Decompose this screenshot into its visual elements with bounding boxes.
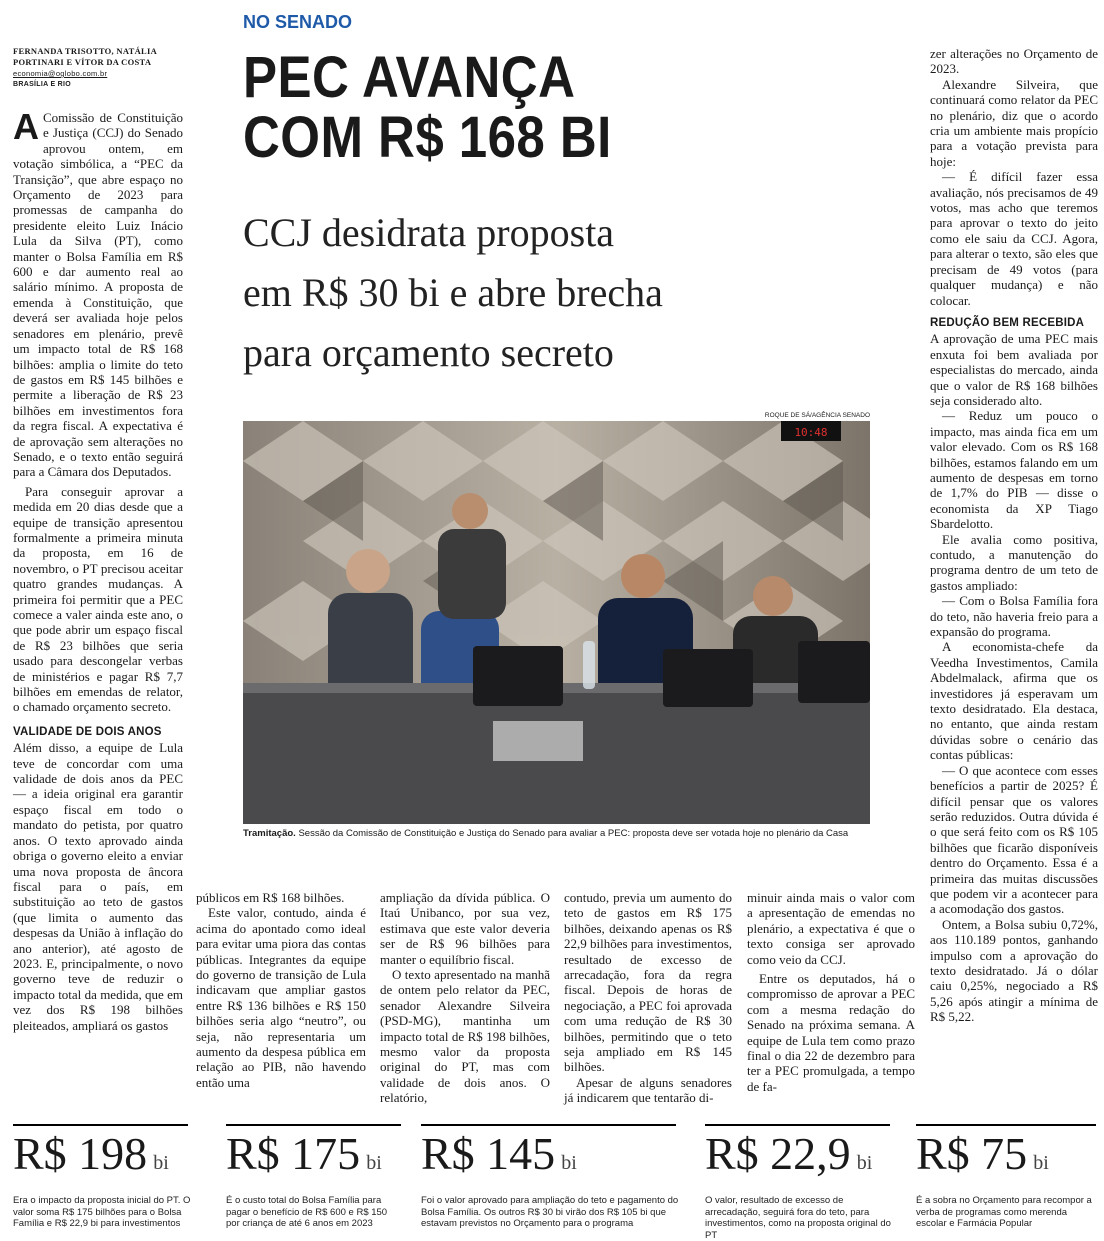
stat-box [421, 1130, 681, 1230]
article-column-4 [564, 890, 732, 1106]
stat-description: É o custo total do Bolsa Família para pagar o benefício de R$ 600 e R$ 150 por criança de até 6 anos em 2023 [226, 1195, 388, 1229]
headline [243, 45, 736, 170]
subheading: REDUÇÃO BEM RECEBIDA [930, 316, 1085, 329]
byline-email[interactable]: economia@oglobo.com.br [13, 69, 108, 78]
stat-value: R$ 75 bi [916, 1128, 1049, 1179]
paragraph: O texto apresentado na manhã de ontem pelo relator da PEC, senador Alexandre Silveira (PSD-MG), mantinha um impacto total de R$ 198 bilhões, mesmo valor da proposta original do PT, mas com validade de dois anos. O relatório, [380, 967, 550, 1106]
paragraph: A aprovação de uma PEC mais enxuta foi bem avaliada por especialistas do mercado, ainda que o valor de R$ 168 bilhões seja considerado alto. [930, 331, 1098, 408]
stat-rule [421, 1124, 676, 1126]
stat-box [226, 1130, 401, 1230]
paragraph: ampliação da dívida pública. O Itaú Unibanco, por sua vez, estimava que este valor deveria ser de R$ 96 bilhões para manter o equilíbrio fiscal. [380, 890, 550, 967]
committee-session-photo [243, 421, 870, 824]
stat-value: R$ 145 bi [421, 1128, 577, 1179]
paragraph: — É difícil fazer essa avaliação, nós precisamos de 49 votos, mas acho que teremos para aprovar o texto do jeito como ele saiu da CCJ. Agora, para alterar o texto, são eles que precisam de 49 votos (para qualquer mudança) e não colocar. [930, 169, 1098, 308]
paragraph: públicos em R$ 168 bilhões. [196, 890, 345, 905]
paragraph: A economista-chefe da Veedha Investimentos, Camila Abdelmalack, afirma que os investidores já esperavam um texto desidratado. Ela destaca, no entanto, que ainda restam dúvidas sobre o cenário das contas públicas: [930, 639, 1098, 763]
article-column-6 [930, 46, 1098, 1025]
stat-value: R$ 198 bi [13, 1128, 169, 1179]
stat-description: É a sobra no Orçamento para recompor a verba de programas como merenda escolar e Farmácia Popular [916, 1195, 1092, 1229]
article-column-5 [747, 890, 915, 1094]
paragraph: Ele avalia como positiva, contudo, a manutenção do programa dentro de um teto de gastos ampliado: [930, 531, 1098, 593]
paragraph: — O que acontece com esses benefícios a partir de 2025? É difícil pensar que os valores serão reduzidos. Outra dúvida é o que será feito com os R$ 105 bilhões que ficarão disponíveis dentro do Orçamento. Essa é a primeira das muitas discussões que podem vir a acontecer para a acomodação dos gastos. [930, 762, 1098, 917]
paragraph: Alexandre Silveira, que continuará como relator da PEC no plenário, diz que o acordo cria um ambiente mais propício para a votação prevista para hoje: [930, 76, 1098, 169]
stat-description: Foi o valor aprovado para ampliação do teto e pagamento do Bolsa Família. Os outros R$ 30 bi virão dos R$ 105 bi que estavam previstos no Orçamento para o programa [421, 1195, 679, 1229]
subheading: VALIDADE DE DOIS ANOS [13, 725, 162, 738]
paragraph: Apesar de alguns senadores já indicarem que tentarão di- [564, 1074, 732, 1106]
deck-line-3: para orçamento secreto [243, 330, 614, 375]
caption-label: Tramitação. [243, 828, 296, 839]
paragraph: Além disso, a equipe de Lula teve de concordar com uma validade de dois anos da PEC — a ideia original era garantir espaço fiscal em todo o mandato do petista, por quatro anos. O texto aprovado ainda obriga o governo eleito a enviar uma nova proposta de âncora fiscal para o país, em substituição ao teto de gastos (que limita o aumento das despesas da União à inflação do ano anterior), até agosto de 2023. E, principalmente, o novo governo teve de reduzir o impacto total da medida, que em vez dos R$ 198 bilhões pleiteados, ampliará os gastos [13, 740, 183, 1033]
drop-cap: A [13, 106, 39, 147]
byline-authors: FERNANDA TRISOTTO, NATÁLIA PORTINARI E VÍTOR DA COSTA [13, 46, 157, 67]
paragraph: Entre os deputados, há o compromisso de aprovar a PEC com a mesma redação do Senado na próxima semana. A equipe de Lula tem como prazo final o dia 22 de dezembro para ter a PEC promulgada, a tempo de fa- [747, 971, 915, 1094]
paragraph: Ontem, a Bolsa subiu 0,72%, aos 110.189 pontos, ganhando impulso com a aprovação do texto desidratado. Já o dólar caiu 0,25%, negociado a R$ 5,26 após atingir a mínima de R$ 5,22. [930, 916, 1098, 1025]
paragraph: contudo, previa um aumento do teto de gastos em R$ 175 bilhões, deixando apenas os R$ 22,9 bilhões para investimentos, resultado de excesso de arrecadação, fora da regra fiscal. Depois de horas de negociação, a PEC foi aprovada com uma redução de R$ 30 bilhões, permitindo que o teto seja ampliado em R$ 145 bilhões. [564, 890, 732, 1075]
paragraph: — Reduz um pouco o impacto, mas ainda fica em um valor elevado. Com os R$ 168 bilhões, estamos falando em um aumento de despesas em torno de 1,7% do PIB — disse o economista da XP Tiago Sbardelotto. [930, 408, 1098, 532]
byline-location: BRASÍLIA E RIO [13, 81, 71, 88]
lead-paragraph: A Comissão de Constituição e Justiça (CCJ) do Senado aprovou ontem, em votação simbólica, a “PEC da Transição”, que abre espaço no Orçamento de 2023 para promessas de campanha do presidente eleito Luiz Inácio Lula da Silva (PT), como manter o Bolsa Família em R$ 600 e dar aumento real ao salário mínimo. A proposta de emenda à Constituição, que deverá ser avaliada hoje pelos senadores em plenário, prevê um impacto total de R$ 168 bilhões: amplia o limite do teto de gastos em R$ 145 bilhões e permite a liberação de R$ 23 bilhões em investimentos fora da regra fiscal. A expectativa é de aprovação sem alterações no Senado, e o texto então seguirá para a Câmara dos Deputados. [13, 106, 183, 480]
clock-readout: 10:48 [794, 426, 828, 439]
paragraph: zer alterações no Orçamento de 2023. [930, 46, 1098, 77]
photo-caption [243, 828, 883, 840]
headline-line-1: PEC AVANÇA [243, 45, 576, 110]
stat-rule [226, 1124, 401, 1126]
article-column-3 [380, 890, 550, 1106]
paragraph: Para conseguir aprovar a medida em 20 dias desde que a equipe de transição apresentou formalmente a primeira minuta da proposta, em 16 de novembro, o PT precisou aceitar quatro grandes mudanças. A primeira foi permitir que a PEC comece a valer ainda este ano, o que pode abrir um espaço fiscal de R$ 23 bilhões que seria usado para descongelar verbas de ministérios e pagar R$ 7,7 bilhões em emendas de relator, o chamado orçamento secreto. [13, 483, 183, 715]
paragraph: minuir ainda mais o valor com a apresentação de emendas no plenário, a expectativa é que o texto consiga ser aprovado como veio da CCJ. [747, 890, 915, 967]
article-column-2 [196, 890, 366, 1090]
stat-box [916, 1130, 1096, 1230]
headline-line-2: COM R$ 168 BI [243, 105, 612, 170]
stat-box [705, 1130, 895, 1241]
stat-value: R$ 175 bi [226, 1128, 382, 1179]
caption-text: Sessão da Comissão de Constituição e Justiça do Senado para avaliar a PEC: proposta deve ser votada hoje no plenário da Casa [295, 828, 849, 839]
paragraph: Este valor, contudo, ainda é acima do apontado como ideal para evitar uma piora das contas públicas. Integrantes da equipe do governo de transição de Lula indicavam que ampliar gastos entre R$ 136 bilhões e R$ 150 bilhões seria algo “neutro”, ou seja, não representaria um aumento da despesa pública em relação ao PIB, não havendo então uma [196, 905, 366, 1090]
section-kicker: NO SENADO [243, 12, 353, 32]
paragraph: — Com o Bolsa Família fora do teto, não haveria freio para a expansão do programa. [930, 593, 1098, 640]
stat-description: Era o impacto da proposta inicial do PT. O valor soma R$ 175 bilhões para o Bolsa Família e R$ 22,9 bi para investimentos [13, 1195, 191, 1229]
stat-rule [916, 1124, 1096, 1126]
news-photo [243, 421, 870, 824]
deck-line-1: CCJ desidrata proposta [243, 210, 615, 255]
stat-rule [705, 1124, 890, 1126]
stat-description: O valor, resultado de excesso de arrecadação, seguirá fora do teto, para investimentos, como na proposta original do PT [705, 1195, 891, 1241]
stat-rule [13, 1124, 188, 1126]
photo-credit: ROQUE DE SÁ/AGÊNCIA SENADO [764, 412, 870, 419]
byline [13, 46, 183, 90]
stat-value: R$ 22,9 bi [705, 1128, 873, 1179]
deck [243, 203, 843, 383]
stat-box [13, 1130, 198, 1230]
deck-line-2: em R$ 30 bi e abre brecha [243, 270, 663, 315]
article-column-1 [13, 106, 183, 1033]
